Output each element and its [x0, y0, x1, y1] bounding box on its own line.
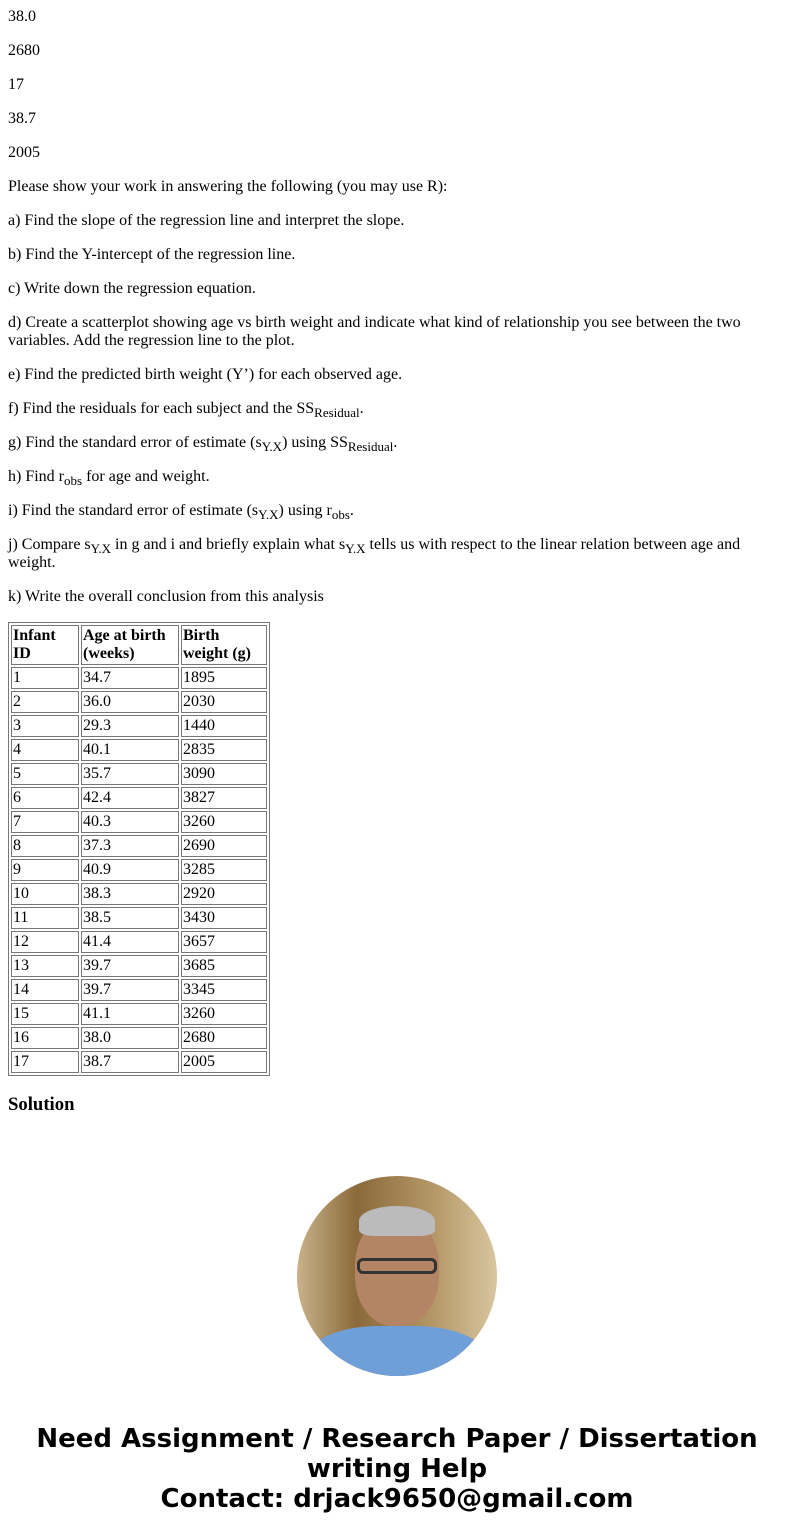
cell-weight: 2920 — [181, 883, 267, 905]
table-row — [11, 931, 267, 953]
data-line: 38.0 — [8, 8, 36, 25]
text: . — [359, 400, 364, 417]
cell-weight: 3430 — [181, 907, 267, 929]
question-a: a) Find the slope of the regression line and interpret the slope. — [8, 212, 405, 229]
text: ) using SS — [282, 434, 348, 451]
subscript: Residual — [347, 439, 394, 454]
question-f — [8, 400, 786, 418]
table-row — [11, 787, 267, 809]
cell-age: 38.0 — [81, 1027, 179, 1049]
contact-banner — [8, 1424, 786, 1514]
cell-infant-id: 15 — [11, 1003, 79, 1025]
subscript: Y.X — [261, 439, 283, 454]
table-header-row — [11, 625, 267, 665]
question-i — [8, 502, 786, 520]
text: g) Find the standard error of estimate (s — [8, 434, 262, 451]
cell-age: 37.3 — [81, 835, 179, 857]
cell-infant-id: 5 — [11, 763, 79, 785]
text: f) Find the residuals for each subject and the SS — [8, 400, 315, 417]
subscript: Y.X — [258, 507, 279, 522]
cell-weight: 3260 — [181, 1003, 267, 1025]
cell-weight: 3657 — [181, 931, 267, 953]
question-h — [8, 468, 786, 486]
cell-weight: 2835 — [181, 739, 267, 761]
banner-contact: Contact: drjack9650@gmail.com — [160, 1484, 634, 1514]
text: . — [393, 434, 398, 451]
cell-age: 38.5 — [81, 907, 179, 929]
cell-weight: 3285 — [181, 859, 267, 881]
cell-age: 39.7 — [81, 979, 179, 1001]
text: in g and i and briefly explain what s — [111, 536, 346, 553]
question-d: d) Create a scatterplot showing age vs birth weight and indicate what kind of relationship you see between the two variables. Add the regression line to the plot. — [8, 314, 741, 349]
cell-infant-id: 2 — [11, 691, 79, 713]
question-k: k) Write the overall conclusion from this analysis — [8, 588, 324, 605]
table-row — [11, 1003, 267, 1025]
cell-weight: 1895 — [181, 667, 267, 689]
question-j — [8, 536, 786, 572]
question-e: e) Find the predicted birth weight (Y’) for each observed age. — [8, 366, 403, 383]
table-row — [11, 811, 267, 833]
table-row — [11, 955, 267, 977]
cell-weight: 3827 — [181, 787, 267, 809]
table-row — [11, 883, 267, 905]
cell-infant-id: 6 — [11, 787, 79, 809]
table-row — [11, 715, 267, 737]
cell-age: 34.7 — [81, 667, 179, 689]
cell-age: 38.7 — [81, 1051, 179, 1073]
data-line: 38.7 — [8, 110, 36, 127]
cell-infant-id: 17 — [11, 1051, 79, 1073]
question-b: b) Find the Y-intercept of the regression line. — [8, 246, 296, 263]
solution-heading: Solution — [8, 1094, 75, 1115]
intro-text: Please show your work in answering the following (you may use R): — [8, 178, 448, 195]
cell-age: 39.7 — [81, 955, 179, 977]
cell-infant-id: 12 — [11, 931, 79, 953]
cell-age: 40.1 — [81, 739, 179, 761]
cell-age: 29.3 — [81, 715, 179, 737]
banner-line: writing Help — [306, 1454, 488, 1484]
cell-age: 41.4 — [81, 931, 179, 953]
header-weight: Birth weight (g) — [181, 625, 267, 665]
subscript: Residual — [314, 405, 360, 420]
cell-infant-id: 4 — [11, 739, 79, 761]
text: i) Find the standard error of estimate (s — [8, 502, 259, 519]
table-row — [11, 691, 267, 713]
cell-infant-id: 1 — [11, 667, 79, 689]
cell-infant-id: 7 — [11, 811, 79, 833]
table-row — [11, 1051, 267, 1073]
cell-age: 40.3 — [81, 811, 179, 833]
data-line: 17 — [8, 76, 24, 93]
text: h) Find r — [8, 468, 64, 485]
cell-infant-id: 8 — [11, 835, 79, 857]
subscript: obs — [64, 473, 83, 488]
cell-age: 35.7 — [81, 763, 179, 785]
cell-weight: 3345 — [181, 979, 267, 1001]
subscript: Y.X — [90, 541, 112, 556]
cell-infant-id: 13 — [11, 955, 79, 977]
text: tells us with respect to the linear relation between age and weight. — [8, 536, 741, 571]
text: j) Compare s — [8, 536, 91, 553]
cell-weight: 2680 — [181, 1027, 267, 1049]
infant-data-table — [8, 622, 270, 1076]
cell-weight: 3685 — [181, 955, 267, 977]
data-line: 2005 — [8, 144, 40, 161]
table-row — [11, 907, 267, 929]
cell-infant-id: 9 — [11, 859, 79, 881]
header-age: Age at birth (weeks) — [81, 625, 179, 665]
cell-infant-id: 16 — [11, 1027, 79, 1049]
text: ) using r — [278, 502, 332, 519]
cell-weight: 3090 — [181, 763, 267, 785]
text: . — [349, 502, 354, 519]
table-row — [11, 667, 267, 689]
subscript: obs — [331, 507, 350, 522]
text: for age and weight. — [82, 468, 210, 485]
header-infant-id: Infant ID — [11, 625, 79, 665]
cell-weight: 2005 — [181, 1051, 267, 1073]
cell-age: 36.0 — [81, 691, 179, 713]
cell-weight: 2030 — [181, 691, 267, 713]
question-c: c) Write down the regression equation. — [8, 280, 256, 297]
cell-weight: 2690 — [181, 835, 267, 857]
cell-age: 38.3 — [81, 883, 179, 905]
cell-infant-id: 11 — [11, 907, 79, 929]
table-row — [11, 763, 267, 785]
question-g — [8, 434, 786, 452]
cell-infant-id: 14 — [11, 979, 79, 1001]
cell-age: 41.1 — [81, 1003, 179, 1025]
cell-age: 40.9 — [81, 859, 179, 881]
cell-age: 42.4 — [81, 787, 179, 809]
cell-infant-id: 3 — [11, 715, 79, 737]
cell-infant-id: 10 — [11, 883, 79, 905]
document — [8, 8, 786, 1514]
table-row — [11, 859, 267, 881]
cell-weight: 3260 — [181, 811, 267, 833]
table-row — [11, 1027, 267, 1049]
cell-weight: 1440 — [181, 715, 267, 737]
table-row — [11, 979, 267, 1001]
table-row — [11, 835, 267, 857]
subscript: Y.X — [345, 541, 366, 556]
data-line: 2680 — [8, 42, 40, 59]
author-photo — [297, 1176, 497, 1376]
banner-line: Need Assignment / Research Paper / Dissertation — [36, 1424, 758, 1454]
table-row — [11, 739, 267, 761]
